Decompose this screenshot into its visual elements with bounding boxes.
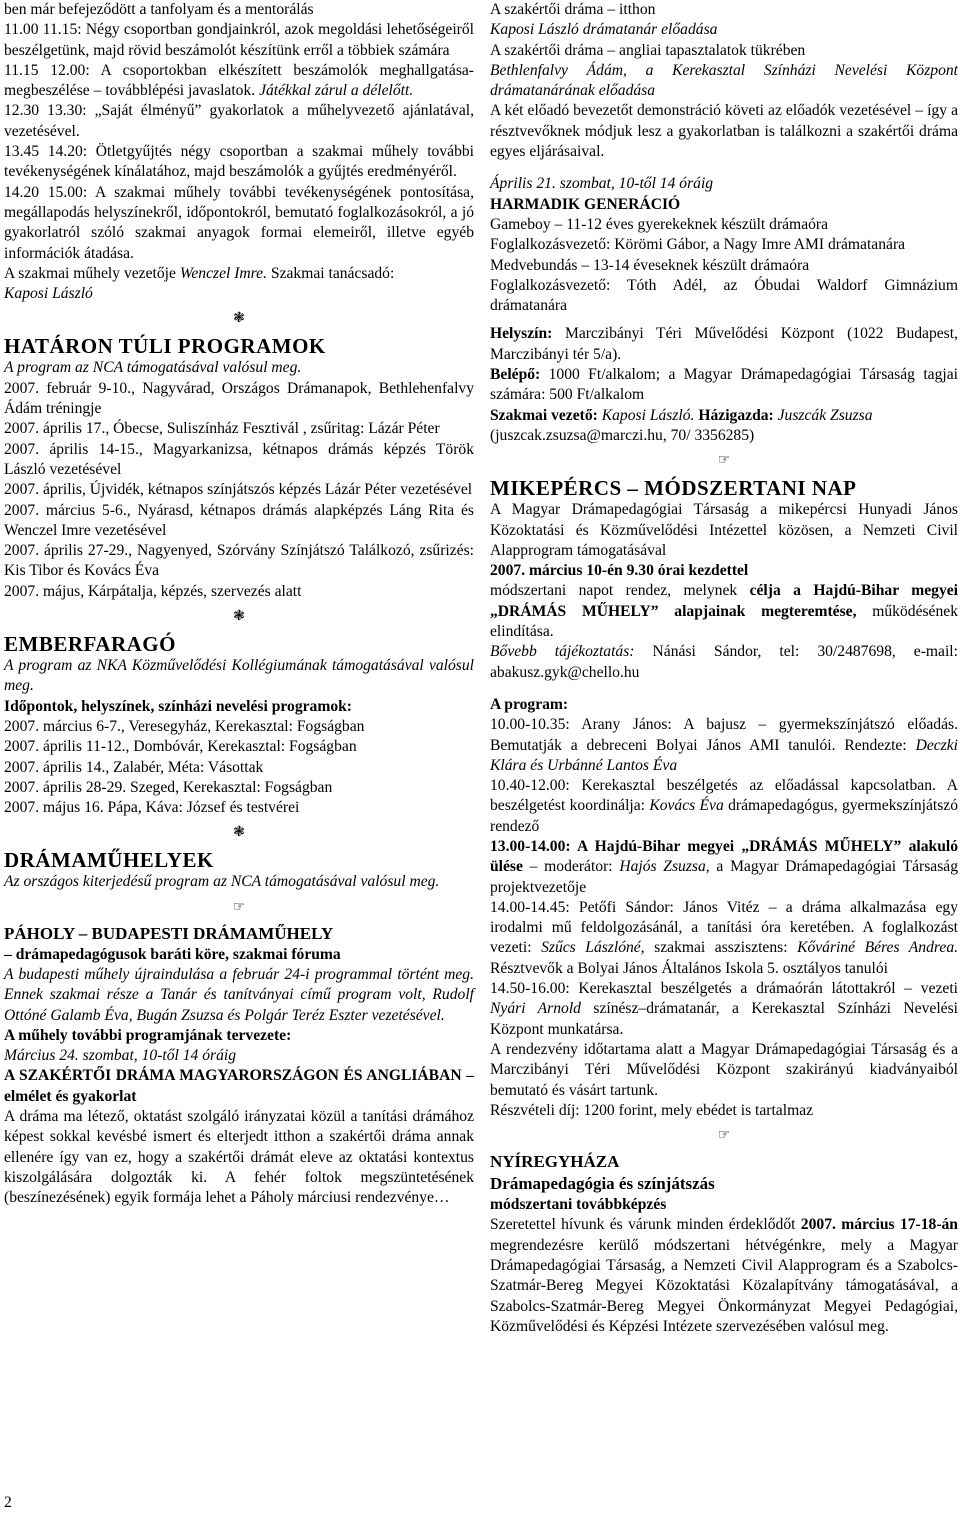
text-line: 2007. március 10-én 9.30 órai kezdettel (490, 562, 749, 580)
list-item: 2007. április, Újvidék, kétnapos színjátszós képzés Lázár Péter vezetésével (4, 481, 473, 499)
right-column (490, 0, 958, 1337)
list-item: 2007. május, Kárpátalja, képzés, szervezés alatt (4, 582, 302, 600)
list-item: 2007. március 5-6., Nyárasd, kétnapos drámás alapképzés Láng Rita és Wenczel Imre vezetésével (4, 501, 474, 539)
text-line: 12.30 13.30: „Saját élményű” gyakorlatok a műhelyvezető ajánlatával, vezetésével. (4, 102, 474, 140)
list-item: 2007. március 6-7., Veresegyház, Kerekasztal: Fogságban (4, 717, 365, 735)
flower-icon: ❃ (233, 824, 245, 841)
section-title: DRÁMAMŰHELYEK (4, 848, 214, 873)
list-item: 2007. április 28-29. Szeged, Kerekasztal: Fogságban (4, 778, 333, 796)
text-line: 11.15 12.00: A csoportokban elkészített beszámolók meghallgatása-megbeszélése – továbblépési javaslatok. Játékkal zárul a délelőtt. (4, 61, 474, 100)
page-number: 2 (4, 1494, 12, 1511)
section-subtitle: Drámapedagógia és színjátszás (490, 1174, 715, 1194)
text-line: A szakértői dráma – itthon (490, 1, 656, 18)
text-line: Kaposi László drámatanár előadása (490, 21, 718, 39)
section-dramamuhelyek (4, 848, 474, 892)
section-title: MIKEPÉRCS – MÓDSZERTANI NAP (490, 476, 857, 501)
pointer-icon: ☞ (717, 452, 731, 469)
event-date: Március 24. szombat, 10-től 14 óráig (4, 1047, 237, 1065)
pointer-icon: ☞ (717, 1127, 731, 1144)
text-line: Szakmai vezető: Kaposi László. Házigazda: Juszcák Zsuzsa (490, 406, 873, 424)
text-line: módszertani napot rendez, melynek célja a Hajdú-Bihar megyei „DRÁMÁS MŰHELY” alapjainak megteremtése, működésének elindítása. (490, 582, 958, 641)
list-item: 2007. május 16. Pápa, Káva: József és testvérei (4, 799, 300, 817)
text-line: 14.50-16.00: Kerekasztal beszélgetés a drámaórán látottakról – vezeti Nyári Arnold színész–drámatanár, a Kerekasztal Színházi Nevelési Központ munkatársa. (490, 980, 958, 1038)
section-separator (490, 446, 958, 476)
text-line: Helyszín: Marczibányi Téri Művelődési Központ (1022 Budapest, Marczibányi tér 5/a). (490, 325, 958, 363)
section-nyiregyhaza (490, 1151, 958, 1337)
section-title: HATÁRON TÚLI PROGRAMOK (4, 334, 326, 359)
section-szakertoi (490, 0, 958, 162)
text-line: 13.00-14.00: A Hajdú-Bihar megyei „DRÁMÁS MŰHELY” alakuló ülése – moderátor: Hajós Zsuzsa, a Magyar Drámapedagógiai Társaság projektvezetője (490, 837, 958, 896)
text-line: 14.00-14.45: Petőfi Sándor: János Vitéz – a dráma alkalmazása egy irodalmi mű feldolgozásánál, a tanítási óra keretében. A foglalkozást vezeti: Szűcs Lászlóné, szakmai asszisztens: Kőváriné Béres Andrea. Résztvevők a Bolyai János Általános Iskola 5. osztályos tanulói (490, 898, 959, 977)
section-paholy (4, 923, 474, 1209)
section-subtitle: módszertani továbbképzés (490, 1196, 667, 1214)
section-label: A műhely további programjának tervezete: (4, 1026, 292, 1044)
list-item: 2007. április 11-12., Dombóvár, Kerekasztal: Fogságban (4, 738, 357, 756)
section-title: A program: (490, 695, 569, 713)
section-title: EMBERFARAGÓ (4, 632, 176, 657)
left-column (4, 0, 474, 1209)
text-line: A Magyar Drámapedagógiai Társaság a mikepércsi Hunyadi János Közoktatási és Közművelődési Intézettel közösen, a Nemzeti Civil Alapprogram támogatásával (490, 501, 958, 559)
section-emberfarago (4, 632, 474, 818)
text-line: Bővebb tájékoztatás: Nánási Sándor, tel: 30/2487698, e-mail: abakusz.gyk@chello.hu (490, 643, 958, 681)
list-item: 2007. április 27-29., Nagyenyed, Szórvány Színjátszó Találkozó, zsűrizés: Kis Tibor és Kovács Éva (4, 542, 474, 580)
text-line: Medvebundás – 13-14 éveseknek készült drámaóra (490, 256, 810, 274)
event-body: A dráma ma létező, oktatást szolgáló irányzatai közül a tanítási drámához képest sokkal kevésbé ismert és elterjedt itthon a szakértői dráma annak ellenére így van ez, hogy a szakértői drámát eleve az oktatási kontextus kiszolgálására dolgozták ki. A fehér foltok megszüntetésének (beszínezésének) egyik formája lehet a Páholy márciusi rendezvénye… (4, 1108, 474, 1207)
section-separator (4, 893, 474, 923)
list-item: 2007. február 9-10., Nagyvárad, Országos Drámanapok, Bethlehenfalvy Ádám tréningje (4, 379, 474, 418)
section-title: HARMADIK GENERÁCIÓ (490, 195, 681, 213)
text-line: 11.00 11.15: Négy csoportban gondjainkról, azok megoldási lehetőségeiről beszélgetünk, majd rövid beszámolót készítünk erről a többiek számára (4, 21, 474, 59)
section-subtitle: A program az NCA támogatásával valósul meg. (4, 359, 302, 377)
text-line: ben már befejeződött a tanfolyam és a mentorálás (4, 1, 314, 18)
section-subtitle: – drámapedagógusok baráti köre, szakmai fóruma (4, 945, 341, 963)
list-item: 2007. április 14-15., Magyarkanizsa, kétnapos drámás képzés Török László vezetésével (4, 440, 474, 478)
text-line: 10.40-12.00: Kerekasztal beszélgetés az előadással kapcsolatban. A beszélgetést koordinálja: Kovács Éva drámapedagógus, gyermekszínjátszó rendező (490, 777, 958, 835)
section-separator (490, 1121, 958, 1151)
workshop-schedule (4, 0, 474, 304)
section-mikepercs (490, 476, 958, 683)
text-line: (juszcak.zsuzsa@marczi.hu, 70/ 3356285) (490, 426, 755, 444)
text-line: Gameboy – 11-12 éves gyerekeknek készült drámaóra (490, 215, 829, 233)
section-program (490, 695, 958, 1121)
section-label: Időpontok, helyszínek, színházi nevelési programok: (4, 697, 353, 715)
list-item: 2007. április 17., Óbecse, Suliszínház Fesztivál , zsűritag: Lázár Péter (4, 420, 440, 438)
text-line: Foglalkozásvezető: Körömi Gábor, a Nagy Imre AMI drámatanára (490, 236, 906, 254)
event-date: Április 21. szombat, 10-től 14 óráig (490, 175, 714, 193)
section-description: A budapesti műhely újraindulása a február 24-i programmal történt meg. Ennek szakmai része a Tanár és tanítványai című program volt, Rudolf Ottóné Galamb Éva, Bugán Zsuzsa és Polgár Teréz Eszter vezetésével. (4, 965, 474, 1024)
text-line: A szakértői dráma – angliai tapasztalatok tükrében (490, 41, 806, 59)
text-line: 13.45 14.20: Ötletgyűjtés négy csoportban a szakmai műhely további tevékenységének kínálatához, majd beszámolók a gyűjtés eredményéről. (4, 143, 474, 181)
section-title: NYÍREGYHÁZA (490, 1152, 620, 1172)
list-item: 2007. április 14., Zalabér, Méta: Vásottak (4, 758, 264, 776)
text-line: 14.20 15.00: A szakmai műhely további tevékenységének pontosítása, megállapodás helyszínekről, időpontokról, bemutató foglalkozásokról, a jó gyakorlatról szóló szakmai anyagok formai elemeiről, illetve egyéb információk átadása. (4, 183, 474, 262)
flower-icon: ❃ (233, 608, 245, 625)
flower-icon: ❃ (233, 310, 245, 327)
section-subtitle: Az országos kiterjedésű program az NCA támogatásával valósul meg. (4, 873, 440, 891)
pointer-icon: ☞ (232, 898, 246, 915)
section-separator (4, 818, 474, 848)
text-line: 10.00-10.35: Arany János: A bajusz – gyermekszínjátszó előadás. Bemutatják a debreceni Bolyai János AMI tanulói. Rendezte: Deczki Klára és Urbánné Lantos Éva (490, 716, 958, 774)
section-subtitle: A program az NKA Közművelődési Kollégiumának támogatásával valósul meg. (4, 657, 474, 695)
section-separator (4, 304, 474, 334)
text-line: A szakmai műhely vezetője Wenczel Imre. Szakmai tanácsadó: Kaposi László (4, 264, 395, 303)
text-line: Bethlenfalvy Ádám, a Kerekasztal Színházi Nevelési Központ drámatanárának előadása (490, 61, 958, 100)
text-line: A két előadó bevezetőt demonstráció követi az előadók vezetésével – így a résztvevőknek módjuk lesz a gyakorlatban is találkozni a szakértői dráma egyes eljárásaival. (490, 102, 958, 161)
text-line: Részvételi díj: 1200 forint, mely ebédet is tartalmaz (490, 1101, 814, 1119)
section-title: PÁHOLY – BUDAPESTI DRÁMAMŰHELY (4, 923, 334, 943)
text-line: Szeretettel hívunk és várunk minden érdeklődőt 2007. március 17-18-án megrendezésre kerülő módszertani hétvégénkre, mely a Magyar Drámapedagógiai Társaság, a Nemzeti Civil Alapprogram és a Szabolcs-Szatmár-Bereg Megyei Közoktatási Közalapítvány támogatásával, a Szabolcs-Szatmár-Bereg Megyei Önkormányzat Megyei Pedagógiai, Közművelődési és Képzési Intézete szervezésében valósul meg. (490, 1216, 958, 1335)
text-line: Foglalkozásvezető: Tóth Adél, az Óbudai Waldorf Gimnázium drámatanára (490, 276, 958, 315)
text-line: Belépő: 1000 Ft/alkalom; a Magyar Drámapedagógiai Társaság tagjai számára: 500 Ft/alkalom (490, 366, 958, 404)
text-line: A rendezvény időtartama alatt a Magyar Drámapedagógiai Társaság és a Marczibányi Téri Művelődési Központ szakirányú kiadványaiból bemutató és vásárt tartunk. (490, 1040, 958, 1099)
section-hataron (4, 334, 474, 602)
event-title: A SZAKÉRTŐI DRÁMA MAGYARORSZÁGON ÉS ANGLIÁBAN – elmélet és gyakorlat (4, 1067, 474, 1105)
section-separator (4, 602, 474, 632)
section-harmadik-generacio (490, 174, 958, 446)
